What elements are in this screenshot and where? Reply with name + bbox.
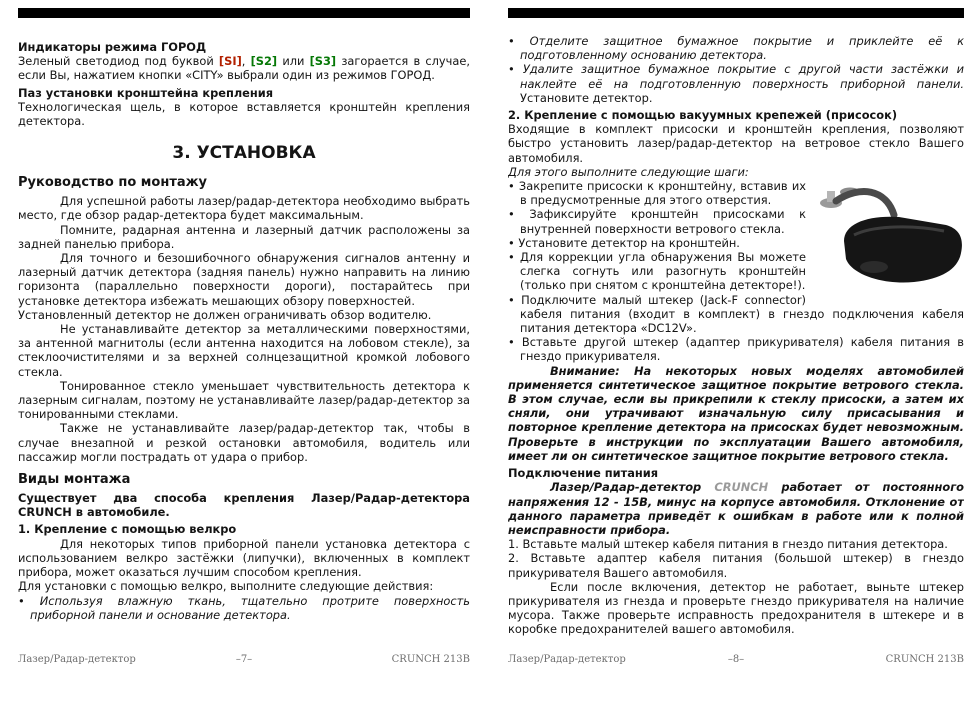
bullet-step-6: • Вставьте другой штекер (адаптер прикуривателя) кабеля питания в гнездо прикуривателя. (508, 335, 964, 364)
paragraph-mount-1: Для успешной работы лазер/радар-детектора необходимо выбрать место, где обзор радар-детектора будет максимальным. (18, 194, 470, 223)
bullet-stick-panel-italic: • Удалите защитное бумажное покрытие с другой части застёжки и наклейте её на подготовленную поверхность приборной панели. (508, 62, 964, 91)
paragraph-warning (508, 364, 964, 463)
led-token-s3: [S3] (309, 54, 337, 69)
paragraph-steps-intro: Для этого выполните следующие шаги: (508, 164, 749, 179)
city-text-b: загорается в случае, если Вы, нажатием кнопки «CITY» выбрали один из режимов ГОРОД. (18, 54, 470, 83)
page-footer-left (18, 654, 470, 668)
paragraph-power-spec (508, 480, 964, 537)
brand-name: CRUNCH (714, 480, 769, 495)
paragraph-power-step-1: 1. Вставьте малый штекер кабеля питания в гнездо питания детектора. (508, 537, 948, 552)
bullet-step-3: • Установите детектор на кронштейн. (508, 235, 740, 250)
power-text-a: Лазер/Радар-детектор (550, 480, 715, 495)
paragraph-power-step-2: 2. Вставьте адаптер кабеля питания (большой штекер) в гнездо прикуривателя Вашего автомобиля. (508, 551, 964, 580)
paragraph-power-troubleshoot: Если после включения, детектор не работает, выньте штекер прикуривателя из гнезда и проверьте гнездо прикуривателя на наличие мусора. Также проверьте исправность предохранителя в штекере и в коробке предохранителей вашего автомобиля. (508, 579, 964, 637)
paragraph-velcro-2: Для установки с помощью велкро, выполните следующие действия: (18, 579, 434, 594)
city-text-c2: или (277, 54, 310, 69)
city-text-a: Зеленый светодиод под буквой (18, 54, 219, 69)
heading-power-connection: Подключение питания (508, 466, 659, 481)
footer-page-number: –7– (235, 654, 253, 665)
paragraph-bracket-slot: Технологическая щель, в которое вставляется кронштейн крепления детектора. (18, 99, 470, 129)
footer-model: CRUNCH 213B (391, 654, 470, 665)
warning-text: На некоторых новых моделях автомобилей применяется синтетическое защитное покрытие ветрового стекла. В этом случае, если вы прикрепили к стеклу присоски, а затем их сняли, они утрачивают изначальную силу присасывания и повторное крепление детектора на присосках будет невозможным. Проверьте в инструкции по эксплуатации Вашего автомобиля, имеет ли он синтетическое защитное покрытие ветрового стекла. (508, 363, 964, 463)
heading-bracket-slot: Паз установки кронштейна крепления (18, 85, 274, 100)
section-title-installation: 3. УСТАНОВКА (172, 143, 316, 164)
footer-page-number: –8– (727, 654, 745, 665)
heading-vacuum-mount: 2. Крепление с помощью вакуумных крепежей (присосок) (508, 108, 898, 123)
heading-mount-guide: Руководство по монтажу (18, 175, 208, 191)
page-top-rule (508, 8, 964, 18)
paragraph-vacuum-1: Входящие в комплект присоски и кронштейн крепления, позволяют быстро установить лазер/радар-детектор на ветровое стекло Вашего автомобиля. (508, 122, 964, 165)
bullet-step-1: • Закрепите присоски к кронштейну, вставив их в предусмотренные для этого отверстия. (508, 179, 806, 208)
footer-doc-title: Лазер/Радар-детектор (508, 654, 626, 665)
paragraph-mount-5: Не устанавливайте детектор за металлическими поверхностями, за антенной магнитолы (если антенна находится на лобовом стекле), за стеклоочистителями и за верхней солнцезащитной кромкой лобового стекла. (18, 322, 470, 379)
bullet-step-5: • Подключите малый штекер (Jack-F connector) кабеля питания (входит в комплект) в гнездо подключения кабеля питания детектора «DC12V». (508, 292, 964, 336)
bullet-velcro-wipe: • Используя влажную ткань, тщательно протрите поверхность приборной панели и основание детектора. (18, 593, 470, 622)
page-footer-right (508, 654, 964, 668)
bullet-stick-panel (508, 62, 964, 105)
paragraph-city-indicators (18, 54, 470, 82)
footer-model: CRUNCH 213B (885, 654, 964, 665)
detector-illustration (814, 179, 964, 291)
bullet-step-2: • Зафиксируйте кронштейн присосками к внутренней поверхности ветрового стекла. (508, 207, 806, 236)
paragraph-mount-3: Для точного и безошибочного обнаружения сигналов антенну и лазерный датчик детектора (задняя панель) нужно направить на линию горизонта (параллельно поверхности дороги), постарайтесь при установке детектора избежать мешающих обзору поверхностей. (18, 251, 470, 308)
footer-doc-title: Лазер/Радар-детектор (18, 654, 136, 665)
paragraph-mount-4: Установленный детектор не должен ограничивать обзор водителю. (18, 307, 432, 322)
paragraph-mount-6: Тонированное стекло уменьшает чувствительность детектора к лазерным сигналам, поэтому не устанавливайте лазер/радар-детектор за тонированными стеклами. (18, 378, 470, 422)
paragraph-mount-types: Существует два способа крепления Лазер/Радар-детектора CRUNCH в автомобиле. (18, 491, 470, 520)
heading-city-indicators: Индикаторы режима ГОРОД (18, 40, 207, 54)
bullet-step-4: • Для коррекции угла обнаружения Вы можете слегка согнуть или разогнуть кронштейн (только при снятом с кронштейна детекторе!). (508, 250, 806, 293)
page-right (508, 8, 964, 712)
heading-mount-types: Виды монтажа (18, 472, 131, 488)
paragraph-velcro-1: Для некоторых типов приборной панели установка детектора с использованием велкро застёжки (липучки), включенных в комплект прибора, может оказаться лучшим способом крепления. (18, 536, 470, 580)
warning-label: Внимание: (550, 363, 620, 378)
bullet-peel-backing: • Отделите защитное бумажное покрытие и приклейте её к подготовленному основанию детектора. (508, 34, 964, 63)
led-token-s1: [SI] (218, 54, 242, 69)
heading-velcro: 1. Крепление с помощью велкро (18, 522, 237, 537)
paragraph-mount-7: Также не устанавливайте лазер/радар-детектор так, чтобы в случае внезапной и резкой остановки автомобиля, водитель или пассажир могли пострадать от удара о прибор. (18, 421, 470, 464)
page-left (18, 8, 470, 712)
power-text-b: работает от постоянного напряжения 12 - 15В, минус на корпусе автомобиля. Отклонение от данного параметра приведёт к ошибкам в работе или к полной неисправности прибора. (508, 480, 964, 537)
bullet-stick-panel-normal: Установите детектор. (520, 90, 653, 105)
page-top-rule (18, 8, 470, 18)
city-text-c1: , (241, 54, 251, 69)
paragraph-mount-2: Помните, радарная антенна и лазерный датчик расположены за задней панелью прибора. (18, 222, 470, 251)
led-token-s2: [S2] (250, 54, 278, 69)
